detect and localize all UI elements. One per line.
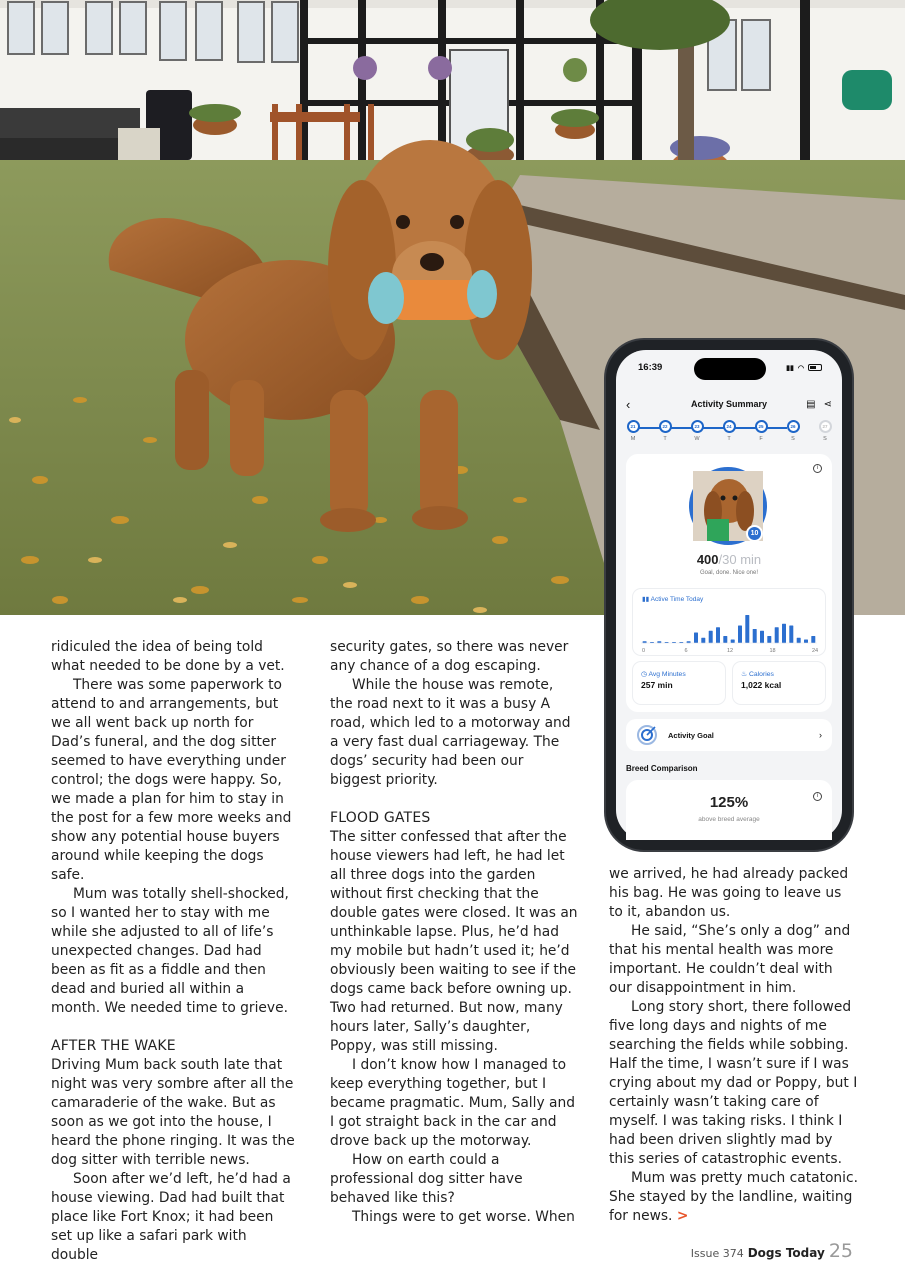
paragraph: [609, 1169, 859, 1226]
calories-value: 1,022 kcal: [741, 680, 782, 690]
paragraph: I don’t know how I managed to keep everything together, but I became pragmatic. Mum, Sally and I got straight back in the car and drove back up the motorway.: [330, 1057, 575, 1149]
paragraph: Soon after we’d left, he’d had a house viewing. Dad had built that place like Fort Knox; it had been set up like a safari park with double: [51, 1171, 291, 1263]
calories-card: [733, 662, 825, 704]
avg-minutes-value: 257 min: [641, 680, 673, 690]
week-day-6[interactable]: [818, 420, 832, 442]
active-time-bar: [797, 638, 801, 643]
battery-icon: [808, 364, 822, 371]
clock-icon: ◷: [641, 671, 647, 678]
target-icon: [636, 724, 658, 746]
app-navbar: [616, 394, 842, 414]
paragraph: He said, “She’s only a dog” and that his mental health was more important. He couldn’t deal with our disappointment in him.: [609, 923, 851, 996]
status-time: 16:39: [638, 362, 663, 373]
score-caption: Goal, done. Nice one!: [699, 570, 759, 576]
paragraph-text: Mum was pretty much catatonic. She stayed by the landline, waiting for news.: [609, 1170, 858, 1224]
week-day-5[interactable]: [786, 420, 800, 442]
active-time-bar: [701, 638, 705, 643]
active-time-chart: [641, 603, 817, 653]
day-label: M: [630, 436, 636, 442]
day-number: 27: [819, 420, 832, 433]
breed-comparison-card: [626, 780, 832, 840]
avg-minutes-card: [633, 662, 725, 704]
info-icon[interactable]: i: [813, 792, 822, 801]
paragraph: Mum was totally shell-shocked, so I wanted her to stay with me while she adjusted to all of life’s unexpected changes. Dad had been as fit as a fiddle and then dead and buried all within a month. We needed time to grieve.: [51, 886, 289, 1016]
screen-title: Activity Summary: [690, 399, 768, 409]
active-time-bar: [789, 626, 793, 644]
day-label: W: [694, 436, 700, 442]
paragraph: Long story short, there followed five long days and nights of me searching the fields while sobbing. Half the time, I wasn’t sure if I was crying about my dad or Poppy, but I certainly wasn’t taking care of myself. I was taking risks. I think I had been driven slightly mad by this series of catastrophic events.: [609, 999, 858, 1167]
activity-card: [626, 454, 832, 712]
active-time-bar: [709, 631, 713, 643]
active-time-bar: [694, 633, 698, 644]
activity-goal-row[interactable]: [626, 719, 832, 751]
week-day-4[interactable]: [754, 420, 768, 442]
day-label: S: [791, 436, 795, 442]
info-icon[interactable]: i: [813, 464, 822, 473]
active-time-bar: [753, 629, 757, 643]
flame-icon: ♨: [741, 671, 748, 678]
week-day-1[interactable]: [658, 420, 672, 442]
level-badge: 10: [746, 525, 763, 542]
status-bar: [638, 362, 822, 373]
paragraph: security gates, so there was never any chance of a dog escaping.: [330, 639, 569, 674]
day-number: 24: [723, 420, 736, 433]
day-number: 23: [691, 420, 704, 433]
x-tick-label: 24: [812, 648, 819, 654]
day-label: T: [727, 436, 731, 442]
day-label: S: [823, 436, 827, 442]
activity-goal-label: Activity Goal: [668, 730, 714, 740]
active-time-bar: [811, 636, 815, 643]
section-heading-flood-gates: FLOOD GATES: [330, 810, 431, 826]
day-number: 21: [627, 420, 640, 433]
back-chevron-icon[interactable]: ‹: [626, 396, 631, 412]
breed-comparison-title: Breed Comparison: [626, 764, 698, 773]
active-time-card: [633, 589, 825, 655]
day-number: 26: [787, 420, 800, 433]
day-label: F: [759, 436, 763, 442]
week-strip: [626, 420, 832, 450]
paragraph: While the house was remote, the road next to it was a busy A road, which led to a motorway and a very fast dual carriageway. The dogs’ security had been our biggest priority.: [330, 677, 571, 788]
paragraph: Things were to get worse. When: [352, 1209, 575, 1225]
breed-comparison-value: 125%: [709, 794, 749, 811]
paragraph: There was some paperwork to attend to and arrangements, but we all went back up north for Dad’s funeral, and the dog sitter seemed to have everything under control; the dogs were happy. So, we made a plan for him to stay in the post for a few more weeks and show any potential house buyers around while keeping the dogs safe.: [51, 677, 292, 883]
active-time-bar: [731, 640, 735, 644]
paragraph: we arrived, he had already packed his bag. He was going to leave us to it, abandon us.: [609, 866, 849, 920]
x-tick-label: 18: [769, 648, 776, 654]
score-value: 400: [696, 552, 719, 567]
day-number: 25: [755, 420, 768, 433]
breed-comparison-caption: above breed average: [698, 816, 760, 823]
active-time-bar: [738, 626, 742, 644]
issue-number: Issue 374: [690, 1247, 744, 1260]
calories-label: Calories: [748, 671, 774, 678]
avg-minutes-label: Avg Minutes: [648, 671, 686, 678]
week-day-0[interactable]: [626, 420, 640, 442]
active-time-bar: [760, 631, 764, 643]
day-label: T: [663, 436, 667, 442]
phone-mockup: [606, 340, 852, 850]
active-time-bar: [804, 640, 808, 644]
x-tick-label: 6: [684, 648, 688, 654]
active-score: [626, 552, 832, 567]
active-time-label: Active Time Today: [650, 596, 704, 603]
continue-arrow: >: [676, 1208, 689, 1224]
wifi-icon: ◠: [797, 364, 804, 372]
section-heading-after-the-wake: AFTER THE WAKE: [51, 1038, 176, 1054]
article-column-3: [609, 865, 859, 1226]
active-time-bar: [767, 636, 771, 643]
score-goal: /30 min: [718, 552, 762, 567]
active-time-bar: [782, 624, 786, 643]
calendar-icon[interactable]: ▤: [806, 398, 816, 410]
active-time-bar: [745, 615, 749, 643]
status-icons: [786, 362, 822, 373]
page-number: 25: [828, 1240, 853, 1262]
week-day-3[interactable]: [722, 420, 736, 442]
magazine-name: Dogs Today: [747, 1246, 825, 1260]
active-time-bar: [716, 627, 720, 643]
x-tick-label: 12: [727, 648, 734, 654]
phone-screen: [616, 350, 842, 840]
paragraph: ridiculed the idea of being told what needed to be done by a vet.: [51, 639, 285, 674]
article-column-2: [330, 638, 578, 1227]
day-number: 22: [659, 420, 672, 433]
paragraph: How on earth could a professional dog sitter have behaved like this?: [330, 1152, 523, 1206]
active-time-bar: [723, 636, 727, 643]
chevron-right-icon: ›: [819, 730, 822, 740]
signal-icon: ▮▮: [786, 364, 794, 372]
week-day-2[interactable]: [690, 420, 704, 442]
article-column-1: [51, 638, 296, 1265]
x-tick-label: 0: [642, 648, 646, 654]
share-icon[interactable]: ⋖: [823, 398, 832, 410]
active-time-bar: [775, 627, 779, 643]
page-footer: [691, 1240, 853, 1262]
active-time-title: ▮▮ Active Time Today: [642, 596, 704, 603]
paragraph: The sitter confessed that after the house viewers had left, he had let all three dogs into the garden without first checking that the double gates were closed. It was an unthinkable lapse. Plus, he’d had my mobile but hadn’t used it; he’d obviously been waiting to see if the dogs came back before owning up. Two had returned. But now, many hours later, Sally’s daughter, Poppy, was still missing.: [330, 829, 578, 1054]
paragraph: Driving Mum back south late that night was very sombre after all the camaraderie of the wake. But as soon as we got into the house, I heard the phone ringing. It was the dog sitter with terrible news.: [51, 1057, 295, 1168]
